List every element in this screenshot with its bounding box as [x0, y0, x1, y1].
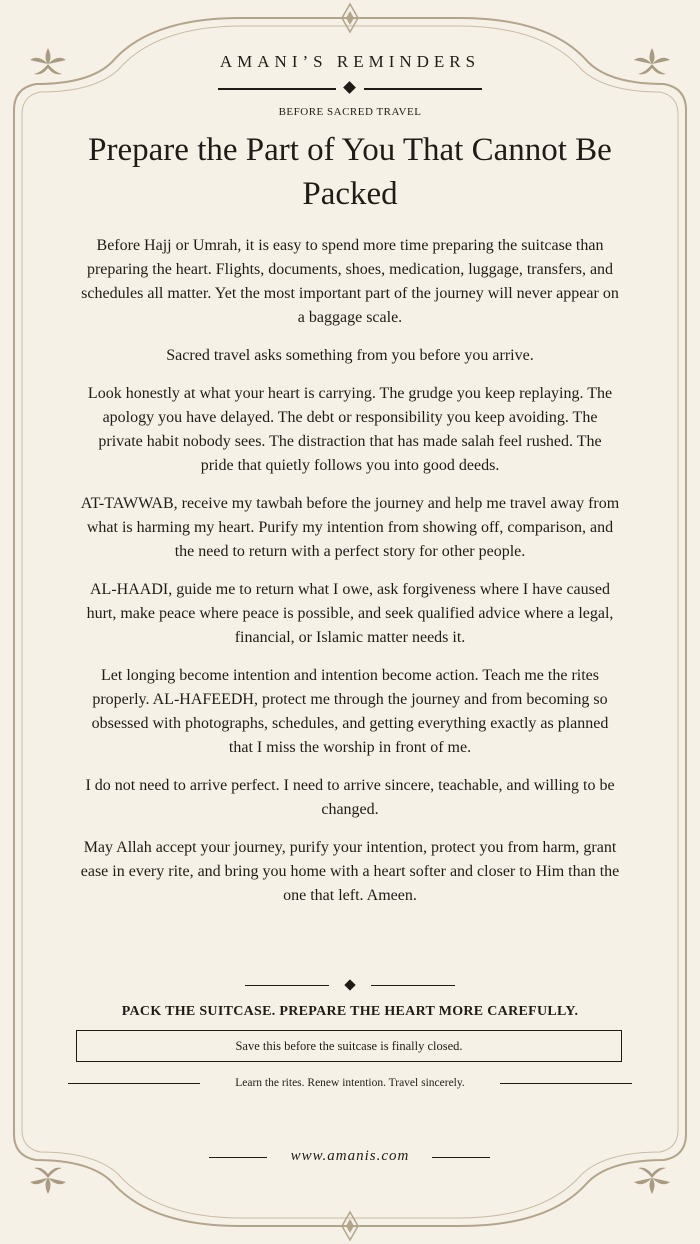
paragraph: Before Hajj or Umrah, it is easy to spend more time preparing the suitcase than preparing the heart. Flights, documents, shoes, medication, luggage, transfers, and schedules all matter. Yet the most important part of the journey will never appear on a baggage scale. [81, 237, 619, 326]
paragraph: I do not need to arrive perfect. I need to arrive sincere, teachable, and willing to be changed. [85, 777, 615, 818]
page-title: Prepare the Part of You That Cannot Be Packed [88, 132, 612, 212]
corner-flourish-bottom-left [30, 1168, 66, 1194]
kicker-label: BEFORE SACRED TRAVEL [278, 106, 422, 118]
section-divider [245, 981, 455, 991]
paragraph: Let longing become intention and intention become action. Teach me the rites properly. AL-HAFEEDH, protect me through the journey and from becoming so obsessed with photographs, schedules, and getting everything exactly as planned that I miss the worship in front of me. [91, 667, 609, 756]
footer-tagline: Learn the rites. Renew intention. Travel sincerely. [235, 1077, 465, 1089]
website-link[interactable]: www.amanis.com [290, 1148, 410, 1164]
paragraph: Sacred travel asks something from you before you arrive. [166, 347, 534, 364]
paragraph: Look honestly at what your heart is carrying. The grudge you keep replaying. The apology you have delayed. The debt or responsibility you keep avoiding. The private habit nobody sees. The distraction that has made salah feel rushed. The pride that quietly follows you into good deeds. [87, 385, 613, 474]
paragraph: AL-HAADI, guide me to return what I owe, ask forgiveness where I have caused hurt, make peace where peace is possible, and seek qualified advice where a legal, financial, or Islamic matter needs it. [86, 581, 614, 646]
body-text [80, 234, 620, 922]
paragraph: AT-TAWWAB, receive my tawbah before the journey and help me travel away from what is harming my heart. Purify my intention from showing off, comparison, and the need to return with a perfect story for other people. [80, 495, 620, 560]
call-to-action: PACK THE SUITCASE. PREPARE THE HEART MORE CAREFULLY. [121, 1004, 579, 1019]
corner-flourish-bottom-right [634, 1168, 670, 1194]
save-note-box: Save this before the suitcase is finally closed. [76, 1030, 622, 1062]
footer-tagline-row [68, 1075, 632, 1091]
paragraph: May Allah accept your journey, purify your intention, protect you from harm, grant ease in every rite, and bring you home with a heart softer and closer to Him than the one that left. Ameen. [80, 839, 620, 904]
website-rule-right [432, 1157, 490, 1158]
brand-divider [218, 88, 482, 90]
diamond-icon [344, 979, 355, 990]
brand-name: AMANI’S REMINDERS [219, 52, 481, 71]
